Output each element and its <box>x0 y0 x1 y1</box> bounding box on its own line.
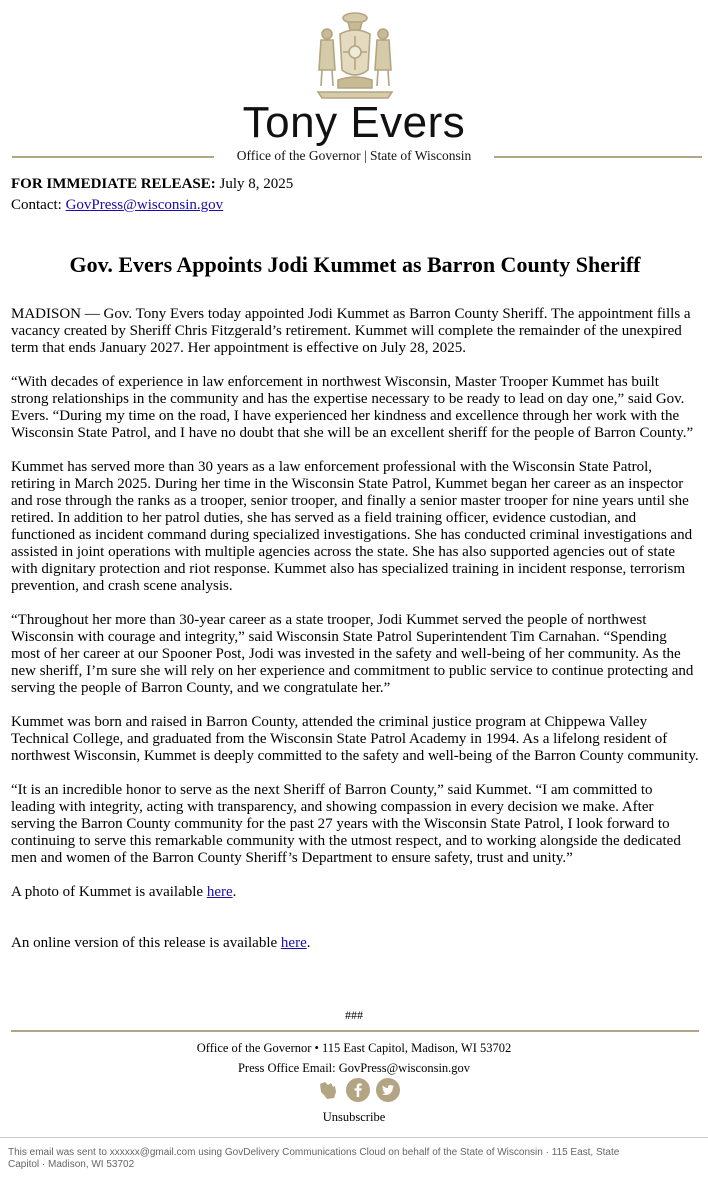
online-version-link[interactable]: here <box>280 935 307 951</box>
header-rule-right <box>494 156 702 158</box>
paragraph: MADISON — Gov. Tony Evers today appointed Jodi Kummet as Barron County Sheriff. The appointment fills a vacancy created by Sheriff Chris Fitzgerald’s retirement. Kummet will complete the remainder of the unexpired term that ends January 2027. Her appointment is effective on July 28, 2025. <box>11 306 691 356</box>
footer <box>0 1038 708 1078</box>
release-date: July 8, 2025 <box>219 176 294 192</box>
release-date-line <box>11 176 699 193</box>
end-mark: ### <box>345 1008 363 1022</box>
release-body <box>11 176 699 969</box>
email-header <box>0 0 708 170</box>
footer-rule <box>11 1030 699 1032</box>
paragraph: Kummet was born and raised in Barron County, attended the criminal justice program at Chippewa Valley Technical College, and graduated from the Wisconsin State Patrol Academy in 1994. As a lifelong resident of northwest Wisconsin, Kummet is deeply committed to the safety and well-being of the Barron County community. <box>11 714 699 764</box>
contact-label: Contact: <box>11 197 62 213</box>
paragraph: Kummet has served more than 30 years as a law enforcement professional with the Wisconsin State Patrol, retiring in March 2025. During her time in the Wisconsin State Patrol, Kummet began her career as an inspector and rose through the ranks as a trooper, senior trooper, and finally a senior master trooper for nine years until she retired. In addition to her patrol duties, she has served as a field training officer, evidence custodian, and functioned as incident command during specialized investigations. She has conducted criminal investigations and assisted in joint operations with multiple agencies across the state. She has also supported agencies out of state with dignitary protection and riot response. Kummet also has specialized training in incident response, terrorism prevention, and crash scene analysis. <box>11 459 693 594</box>
paragraph: “With decades of experience in law enforcement in northwest Wisconsin, Master Trooper Kummet has built strong relationships in the community and has the expertise necessary to be ready to lead on day one,” said Gov. Evers. “During my time on the road, I have experienced her kindness and excellence through her work with the Wisconsin State Patrol, and I have no doubt that she will be an excellent sheriff for the people of Barron County.” <box>11 374 694 441</box>
photo-line-text: A photo of Kummet is available <box>11 884 207 900</box>
paragraph: “It is an incredible honor to serve as the next Sheriff of Barron County,” said Kummet. “I am committed to leading with integrity, acting with transparency, and showing compassion in every decision we make. After serving the Barron County community for the past 27 years with the Wisconsin State Patrol, I look forward to continuing to serve this remarkable community with the utmost respect, and to working alongside the dedicated men and women of the Barron County Sheriff’s Department to ensure safety, trust and unity.” <box>11 782 681 866</box>
photo-link[interactable]: here <box>206 884 233 900</box>
governor-name: Tony Evers <box>242 98 466 147</box>
wisconsin-state-seal-icon <box>310 8 400 100</box>
wisconsin-map-icon[interactable] <box>316 1078 340 1102</box>
contact-email-link[interactable]: GovPress@wisconsin.gov <box>65 197 224 213</box>
footer-press-email: Press Office Email: GovPress@wisconsin.gov <box>237 1061 471 1075</box>
office-line: Office of the Governor | State of Wisconsin <box>236 148 472 163</box>
paragraph: “Throughout her more than 30-year career as a state trooper, Jodi Kummet served the people of northwest Wisconsin with courage and integrity,” said Wisconsin State Patrol Superintendent Tim Carnahan. “Spending most of her career at our Spooner Post, Jodi was invested in the safety and well-being of her community. As the new sheriff, I’m sure she will rely on her experience and commitment to public service to continue protecting and serving the people of Barron County, and we congratulate her.” <box>11 612 694 696</box>
legal-notice: This email was sent to xxxxxx@gmail.com using GovDelivery Communications Cloud on behalf of the State of Wisconsin · 115 East, State Capitol · Madison, WI 53702 <box>8 1147 620 1170</box>
photo-line-end: . <box>232 884 237 900</box>
headline: Gov. Evers Appoints Jodi Kummet as Barron County Sheriff <box>69 252 641 277</box>
facebook-icon[interactable] <box>346 1078 370 1102</box>
contact-line <box>11 197 699 214</box>
header-rule-left <box>12 156 214 158</box>
footer-address: Office of the Governor • 115 East Capitol, Madison, WI 53702 <box>196 1041 512 1055</box>
release-label: FOR IMMEDIATE RELEASE: <box>11 176 216 192</box>
twitter-icon[interactable] <box>376 1078 400 1102</box>
online-line-end: . <box>306 935 311 951</box>
online-line-text: An online version of this release is available <box>11 935 281 951</box>
social-links <box>314 1078 404 1104</box>
legal-divider <box>0 1137 708 1138</box>
unsubscribe-line <box>0 1110 708 1125</box>
online-version-line <box>11 935 699 952</box>
photo-line <box>11 884 699 901</box>
unsubscribe-link[interactable]: Unsubscribe <box>322 1110 386 1124</box>
